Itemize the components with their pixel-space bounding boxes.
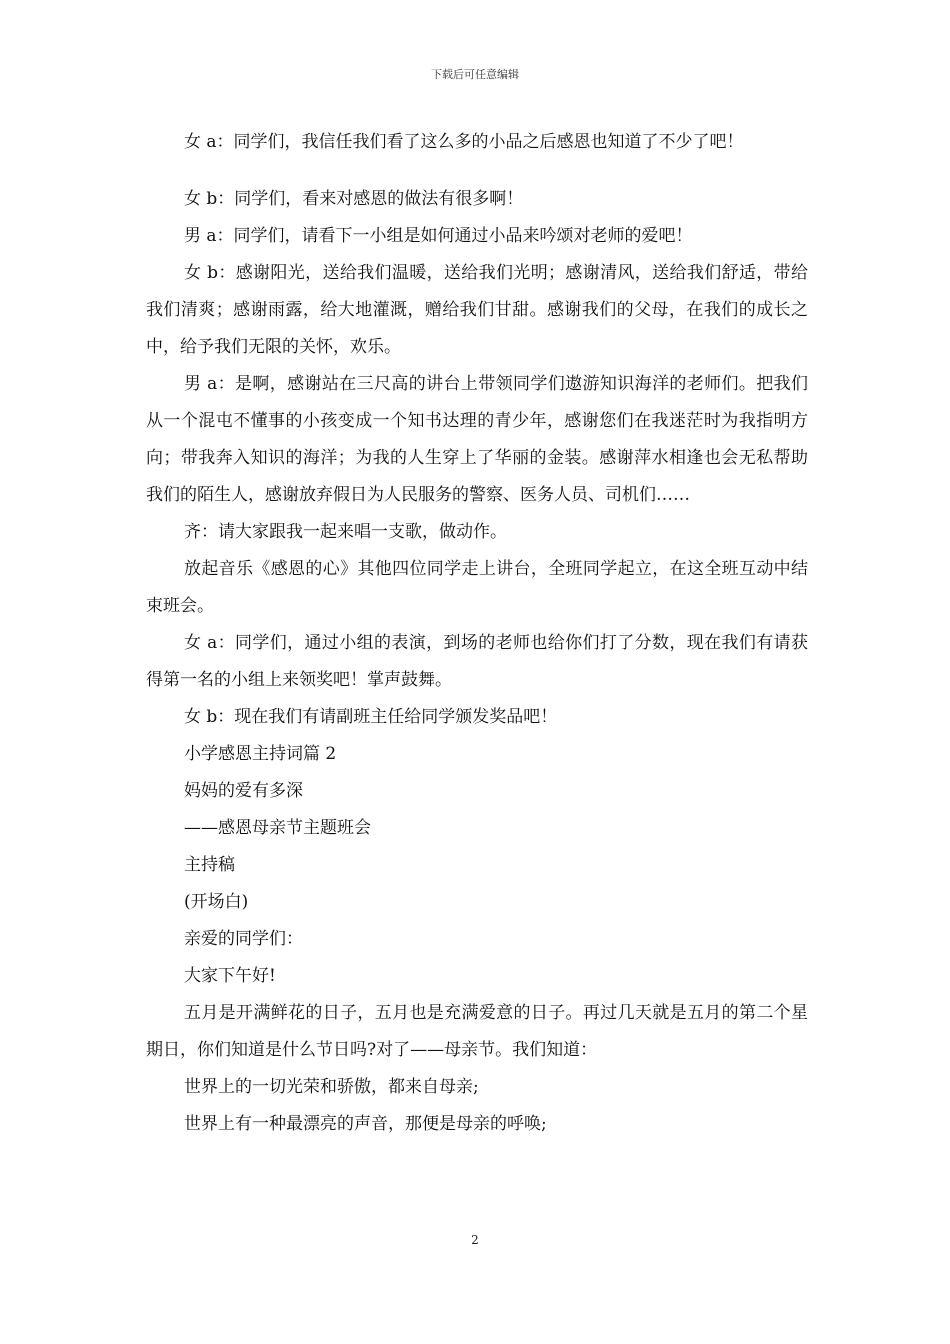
paragraph: 主持稿 xyxy=(184,855,235,875)
paragraph: 世界上有一种最漂亮的声音，那便是母亲的呼唤; xyxy=(184,1114,547,1134)
paragraph: ——感恩母亲节主题班会 xyxy=(184,818,371,838)
paragraph: 女 a：同学们，我信任我们看了这么多的小品之后感恩也知道了不少了吧！ xyxy=(184,132,744,152)
paragraph: 大家下午好! xyxy=(184,966,276,986)
paragraph: 男 a：同学们，请看下一小组是如何通过小品来吟颂对老师的爱吧！ xyxy=(184,226,693,246)
paragraph: 放起音乐《感恩的心》其他四位同学走上讲台，全班同学起立，在这全班互动中结束班会。 xyxy=(146,559,808,616)
paragraph: 齐：请大家跟我一起来唱一支歌，做动作。 xyxy=(184,522,507,542)
document-body xyxy=(146,124,808,1143)
section-title: 小学感恩主持词篇 2 xyxy=(184,744,337,764)
paragraph: 五月是开满鲜花的日子，五月也是充满爱意的日子。再过几天就是五月的第二个星期日，你们知道是什么节日吗?对了——母亲节。我们知道： xyxy=(146,1003,808,1060)
paragraph: 女 b：现在我们有请副班主任给同学颁发奖品吧！ xyxy=(184,707,558,727)
page-header: 下载后可任意编辑 xyxy=(431,68,519,81)
paragraph: 女 b：同学们，看来对感恩的做法有很多啊！ xyxy=(184,189,524,209)
paragraph: 男 a：是啊，感谢站在三尺高的讲台上带领同学们遨游知识海洋的老师们。把我们从一个混屯不懂事的小孩变成一个知书达理的青少年，感谢您们在我迷茫时为我指明方向；带我奔入知识的海洋；为我的人生穿上了华丽的金装。感谢萍水相逢也会无私帮助我们的陌生人，感谢放弃假日为人民服务的警察、医务人员、司机们…… xyxy=(146,374,808,505)
paragraph: 世界上的一切光荣和骄傲，都来自母亲; xyxy=(184,1077,479,1097)
page-number: 2 xyxy=(471,1233,479,1247)
paragraph: 女 a：同学们，通过小组的表演，到场的老师也给你们打了分数，现在我们有请获得第一名的小组上来领奖吧！掌声鼓舞。 xyxy=(146,633,808,690)
paragraph: 亲爱的同学们： xyxy=(184,929,303,949)
paragraph: 女 b：感谢阳光，送给我们温暖，送给我们光明；感谢清风，送给我们舒适，带给我们清爽；感谢雨露，给大地灌溉，赠给我们甘甜。感谢我们的父母，在我们的成长之中，给予我们无限的关怀，欢乐。 xyxy=(146,263,808,357)
paragraph: 妈妈的爱有多深 xyxy=(184,781,303,801)
paragraph: (开场白) xyxy=(184,892,249,912)
